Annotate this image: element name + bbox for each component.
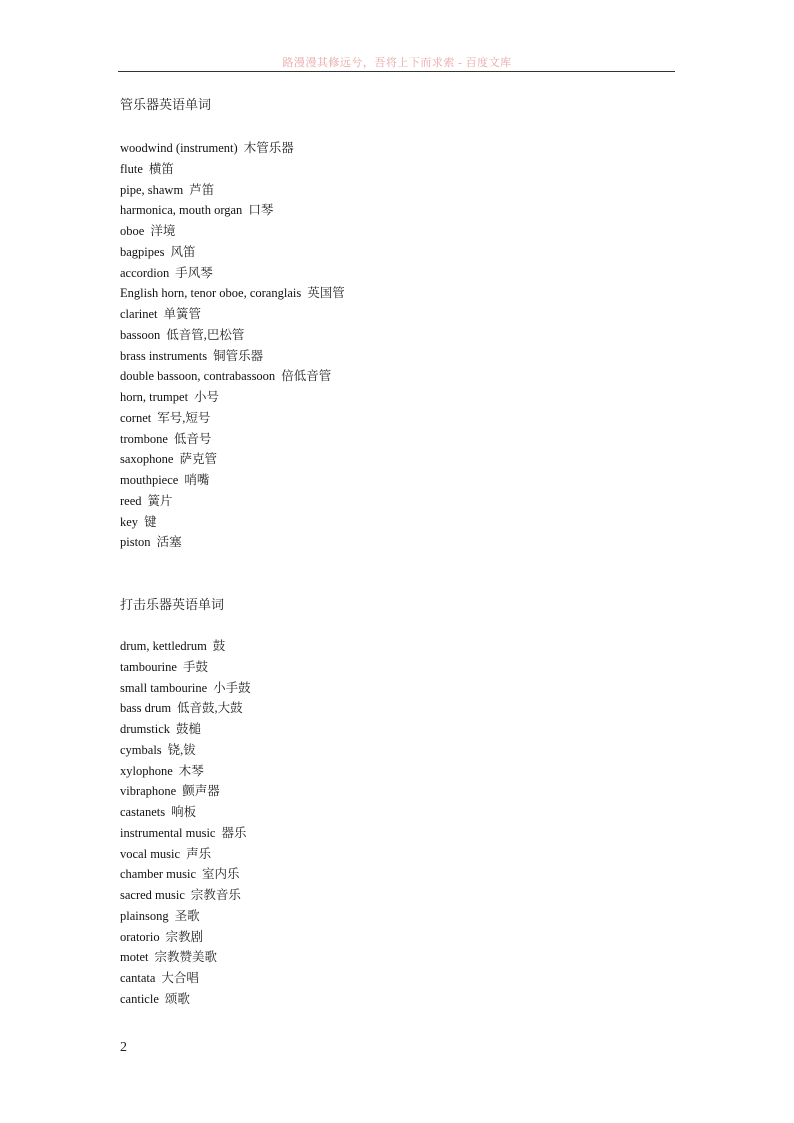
chinese-term: 圣歌 — [174, 908, 200, 923]
chinese-term: 小号 — [194, 390, 220, 404]
vocab-entry — [120, 138, 345, 159]
chinese-term: 器乐 — [221, 825, 247, 840]
english-term: small tambourine — [120, 680, 208, 695]
chinese-term: 铙,钹 — [167, 742, 196, 757]
vocab-entry — [120, 200, 345, 221]
vocab-entry — [120, 657, 251, 678]
english-term: woodwind (instrument) — [120, 141, 238, 155]
english-term: pipe, shawm — [120, 182, 184, 197]
vocab-entry — [120, 491, 345, 512]
vocab-entry — [120, 968, 251, 989]
chinese-term: 宗教音乐 — [190, 888, 241, 902]
chinese-term: 铜管乐器 — [213, 348, 264, 363]
vocab-entry — [120, 927, 251, 948]
vocab-entry — [120, 408, 345, 429]
chinese-term: 口琴 — [248, 203, 274, 218]
vocab-entry — [120, 387, 345, 408]
english-term: bagpipes — [120, 244, 165, 259]
vocab-entry — [120, 512, 345, 533]
vocab-entry — [120, 802, 251, 823]
chinese-term: 哨嘴 — [184, 473, 210, 487]
english-term: vibraphone — [120, 784, 177, 799]
chinese-term: 颤声器 — [182, 784, 220, 799]
english-term: motet — [120, 950, 149, 965]
vocab-entry — [120, 180, 345, 201]
chinese-term: 大合唱 — [161, 971, 199, 985]
vocab-entry — [120, 470, 345, 491]
chinese-term: 小手鼓 — [213, 680, 251, 695]
english-term: oboe — [120, 224, 145, 238]
chinese-term: 芦笛 — [189, 182, 215, 197]
english-term: oratorio — [120, 929, 160, 944]
english-term: trombone — [120, 431, 168, 446]
vocab-entry — [120, 678, 251, 699]
chinese-term: 横笛 — [148, 161, 174, 176]
english-term: cantata — [120, 971, 156, 985]
english-term: accordion — [120, 265, 170, 280]
vocab-entry — [120, 719, 251, 740]
vocab-entry — [120, 429, 345, 450]
english-term: castanets — [120, 805, 166, 819]
section-title-wind-instruments: 管乐器英语单词 — [120, 97, 212, 112]
chinese-term: 倍低音管 — [281, 369, 332, 384]
chinese-term: 手鼓 — [182, 659, 208, 674]
english-term: chamber music — [120, 867, 197, 882]
english-term: saxophone — [120, 452, 174, 467]
chinese-term: 木琴 — [178, 763, 204, 778]
english-term: double bassoon, contrabassoon — [120, 369, 276, 384]
chinese-term: 木管乐器 — [243, 141, 294, 155]
chinese-term: 声乐 — [186, 846, 212, 861]
english-term: drumstick — [120, 722, 170, 736]
vocab-entry — [120, 366, 345, 387]
vocab-entry — [120, 221, 345, 242]
english-term: piston — [120, 535, 151, 550]
vocab-entry — [120, 947, 251, 968]
english-term: clarinet — [120, 307, 158, 321]
english-term: tambourine — [120, 659, 177, 674]
vocab-entry — [120, 740, 251, 761]
chinese-term: 风笛 — [170, 244, 196, 259]
vocab-entry — [120, 761, 251, 782]
english-term: cornet — [120, 410, 152, 425]
english-term: cymbals — [120, 742, 162, 757]
vocab-entry — [120, 906, 251, 927]
english-term: plainsong — [120, 908, 169, 923]
vocab-entry — [120, 283, 345, 304]
chinese-term: 低音号 — [173, 431, 212, 446]
vocab-entry — [120, 885, 251, 906]
english-term: vocal music — [120, 846, 181, 861]
vocab-entry — [120, 823, 251, 844]
vocab-entry — [120, 698, 251, 719]
english-term: instrumental music — [120, 825, 216, 840]
english-term: reed — [120, 493, 142, 508]
vocab-entry — [120, 532, 345, 553]
page-number: 2 — [120, 1040, 127, 1055]
chinese-term: 低音管,巴松管 — [166, 327, 245, 342]
english-term: bass drum — [120, 701, 172, 716]
english-term: drum, kettledrum — [120, 639, 207, 653]
chinese-term: 宗教剧 — [165, 929, 204, 944]
vocab-entry — [120, 989, 251, 1010]
english-term: mouthpiece — [120, 473, 179, 487]
chinese-term: 萨克管 — [179, 452, 217, 467]
vocab-entry — [120, 263, 345, 284]
chinese-term: 活塞 — [156, 535, 182, 550]
wind-instruments-list — [120, 138, 345, 553]
english-term: brass instruments — [120, 348, 208, 363]
header-divider — [118, 71, 675, 72]
percussion-instruments-list — [120, 636, 251, 1010]
vocab-entry — [120, 636, 251, 657]
english-term: harmonica, mouth organ — [120, 203, 243, 218]
english-term: key — [120, 514, 139, 529]
english-term: horn, trumpet — [120, 390, 189, 404]
english-term: English horn, tenor oboe, coranglais — [120, 286, 302, 301]
english-term: flute — [120, 161, 143, 176]
chinese-term: 英国管 — [307, 286, 345, 301]
chinese-term: 颂歌 — [164, 991, 190, 1006]
vocab-entry — [120, 781, 251, 802]
vocab-entry — [120, 864, 251, 885]
chinese-term: 响板 — [171, 805, 197, 819]
chinese-term: 军号,短号 — [157, 410, 211, 425]
chinese-term: 簧片 — [147, 493, 173, 508]
chinese-term: 洋境 — [150, 224, 176, 238]
english-term: bassoon — [120, 327, 161, 342]
chinese-term: 室内乐 — [202, 867, 240, 882]
english-term: canticle — [120, 991, 159, 1006]
vocab-entry — [120, 159, 345, 180]
chinese-term: 鼓 — [212, 639, 226, 653]
vocab-entry — [120, 242, 345, 263]
vocab-entry — [120, 449, 345, 470]
section-title-percussion-instruments: 打击乐器英语单词 — [120, 597, 225, 612]
chinese-term: 低音鼓,大鼓 — [177, 701, 243, 716]
chinese-term: 宗教赞美歌 — [154, 950, 217, 965]
english-term: xylophone — [120, 763, 173, 778]
english-term: sacred music — [120, 888, 185, 902]
chinese-term: 单簧管 — [163, 307, 201, 321]
vocab-entry — [120, 346, 345, 367]
chinese-term: 手风琴 — [175, 265, 213, 280]
vocab-entry — [120, 325, 345, 346]
vocab-entry — [120, 844, 251, 865]
vocab-entry — [120, 304, 345, 325]
page-header: 路漫漫其修远兮，吾将上下而求索 - 百度文库 — [282, 57, 512, 69]
chinese-term: 鼓槌 — [176, 722, 202, 736]
chinese-term: 键 — [144, 514, 157, 529]
